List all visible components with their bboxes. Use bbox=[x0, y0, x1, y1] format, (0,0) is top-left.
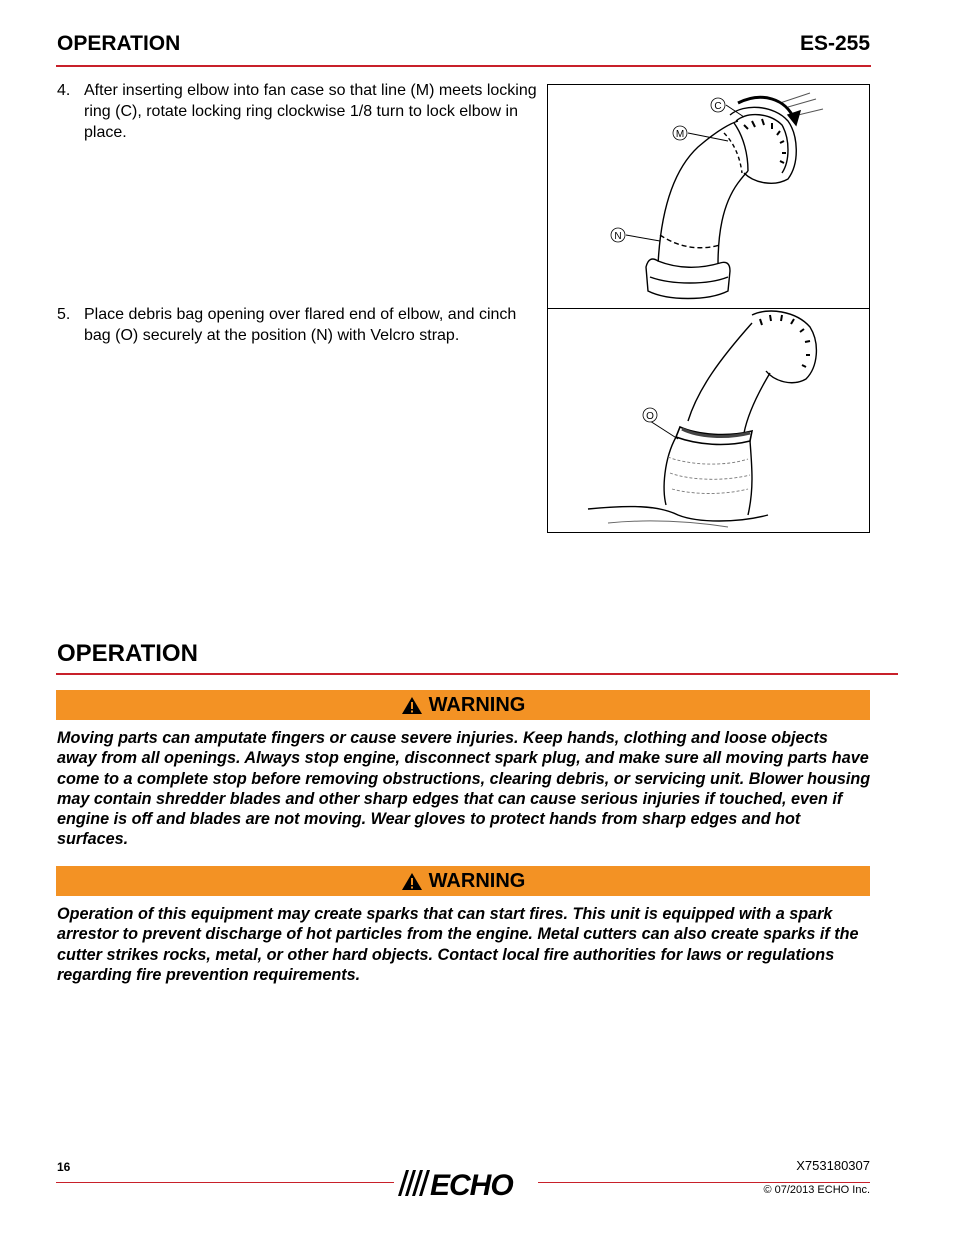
warning-bar-2 bbox=[56, 866, 870, 896]
warning-label: WARNING bbox=[428, 693, 526, 716]
callout-m: M bbox=[675, 129, 685, 140]
step-number: 4. bbox=[57, 82, 71, 99]
figure-debris-bag bbox=[547, 308, 870, 533]
logo-text: ECHO bbox=[430, 1169, 513, 1200]
callout-n: N bbox=[614, 231, 622, 242]
footer-rule-right bbox=[538, 1182, 870, 1183]
step-5 bbox=[57, 304, 547, 346]
warning-text-2: Operation of this equipment may create sparks that can start fires. This unit is equipped with a spark arrestor to prevent discharge of hot particles from the engine. Metal cutters can also create sparks if the cutter strikes rocks, metal, or other hard objects. Contact local fire authorities for laws or regulations regarding fire prevention requirements. bbox=[57, 905, 859, 984]
step-number: 5. bbox=[57, 306, 71, 323]
elbow-illustration bbox=[548, 85, 869, 308]
echo-logo bbox=[396, 1166, 536, 1200]
figure-elbow-lock bbox=[547, 84, 870, 309]
echo-logo-mark bbox=[396, 1166, 536, 1200]
warning-text-1: Moving parts can amputate fingers or cause severe injuries. Keep hands, clothing and loose objects away from all openings. Always stop engine, disconnect spark plug, and make sure all moving parts have come to a complete stop before removing obstructions, clearing debris, or servicing unit. Blower housing may contain shredder blades and other sharp edges that can cause serious injuries if touched, even if engine is off and blades are not moving. Wear gloves to protect hands from sharp edges and hot surfaces. bbox=[57, 729, 871, 849]
step-text: Place debris bag opening over flared end of elbow, and cinch bag (O) securely at the position (N) with Velcro strap. bbox=[84, 306, 517, 344]
warning-triangle-icon bbox=[401, 872, 423, 891]
footer-rule-left bbox=[56, 1182, 394, 1183]
section-rule bbox=[56, 673, 898, 675]
callout-o: O bbox=[646, 411, 654, 422]
warning-triangle-icon bbox=[401, 696, 423, 715]
header-section-title: OPERATION bbox=[57, 32, 181, 55]
step-4 bbox=[57, 80, 537, 143]
section-title: OPERATION bbox=[57, 640, 198, 667]
warning-bar-1 bbox=[56, 690, 870, 720]
page-number: 16 bbox=[57, 1160, 71, 1174]
warning-label: WARNING bbox=[428, 869, 526, 892]
header-model: ES-255 bbox=[799, 32, 870, 55]
step-text: After inserting elbow into fan case so that line (M) meets locking ring (C), rotate locking ring clockwise 1/8 turn to lock elbow in place. bbox=[84, 82, 537, 141]
header-rule bbox=[56, 65, 871, 67]
copyright: © 07/2013 ECHO Inc. bbox=[763, 1184, 870, 1196]
part-number: X753180307 bbox=[796, 1158, 870, 1173]
bag-illustration bbox=[548, 309, 869, 532]
callout-c: C bbox=[714, 101, 722, 112]
